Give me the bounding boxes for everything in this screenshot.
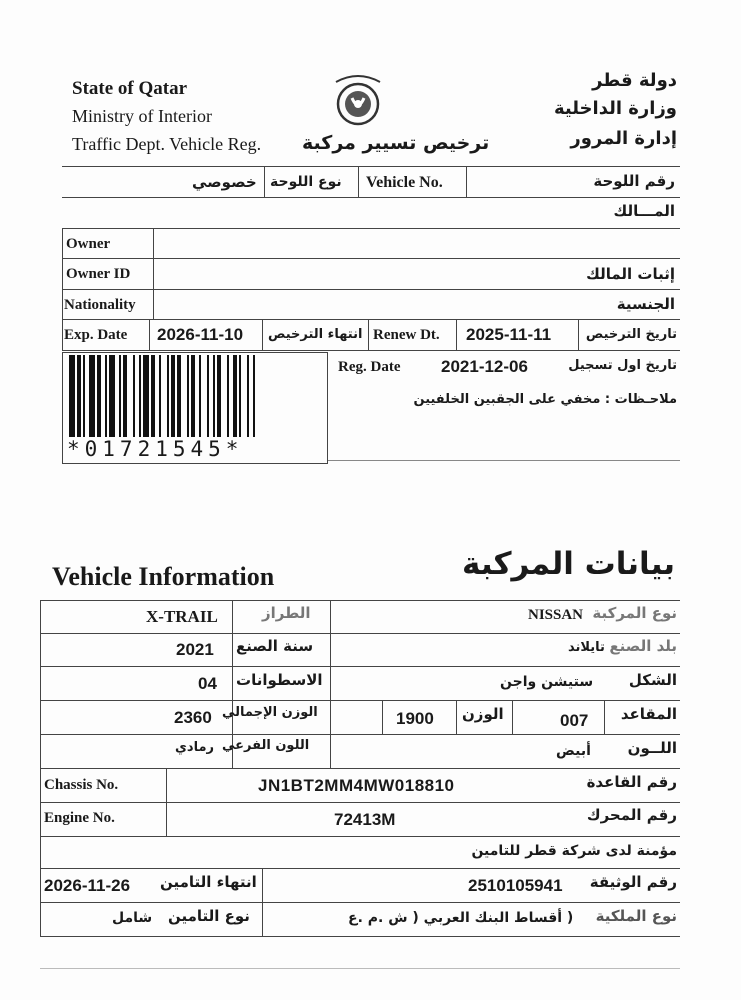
header-en-ministry: Ministry of Interior bbox=[72, 106, 212, 126]
vehicle-info-title: Vehicle Information bbox=[52, 562, 275, 591]
plate-type-label: نوع اللوحة bbox=[270, 174, 342, 190]
chassis-label: Chassis No. bbox=[44, 777, 119, 793]
header-en-state: State of Qatar bbox=[72, 78, 188, 99]
exp-date-label: Exp. Date bbox=[64, 327, 128, 343]
make-value: NISSAN bbox=[528, 607, 584, 623]
header-en-dept: Traffic Dept. Vehicle Reg. bbox=[72, 134, 262, 154]
owner-id-label-ar: إثبات المالك bbox=[586, 265, 675, 283]
ins-type-value: شامل bbox=[112, 910, 153, 926]
year-value: 2021 bbox=[176, 640, 214, 659]
weight-value: 1900 bbox=[396, 709, 434, 728]
ownership-value: ( أقساط البنك العربي ( ش .م .ع bbox=[348, 910, 574, 926]
barcode-box bbox=[62, 352, 328, 464]
renew-label-ar: تاريخ الترخيص bbox=[585, 327, 677, 342]
model-label: الطراز bbox=[262, 604, 311, 622]
seats-value: 007 bbox=[560, 711, 589, 730]
engine-label-ar: رقم المحرك bbox=[586, 806, 677, 824]
header-ar-dept: إدارة المرور bbox=[570, 128, 677, 149]
qatar-emblem-icon bbox=[326, 68, 390, 130]
plate-type-value: خصوصي bbox=[192, 173, 257, 191]
ins-exp-value: 2026-11-26 bbox=[44, 876, 131, 895]
header-ar-title: ترخيص تسيير مركبة bbox=[302, 132, 490, 154]
ins-exp-label: انتهاء التامين bbox=[160, 873, 257, 891]
plate-no-label: رقم اللوحة bbox=[593, 172, 675, 190]
barcode-icon bbox=[69, 355, 331, 437]
model-value: X-TRAIL bbox=[146, 607, 218, 626]
engine-label: Engine No. bbox=[44, 810, 115, 826]
seats-label: المقاعد bbox=[620, 705, 677, 723]
vehicle-no-label: Vehicle No. bbox=[366, 174, 443, 191]
gross-weight-value: 2360 bbox=[174, 708, 212, 727]
exp-date-label-ar: انتهاء الترخيص bbox=[268, 327, 363, 342]
cylinders-label: الاسطوانات bbox=[236, 671, 323, 689]
reg-date-label-ar: تاريخ اول تسجيل bbox=[568, 358, 677, 373]
header-ar-state: دولة قطر bbox=[592, 70, 677, 91]
policy-label: رقم الوثيقة bbox=[589, 873, 677, 891]
exp-date-value: 2026-11-10 bbox=[157, 325, 244, 344]
cylinders-value: 04 bbox=[198, 674, 217, 693]
reg-date-value: 2021-12-06 bbox=[441, 357, 528, 376]
country-value: تايلاند bbox=[568, 640, 605, 655]
engine-value: 72413M bbox=[334, 810, 396, 829]
nationality-label: Nationality bbox=[64, 297, 136, 313]
shape-label: الشكل bbox=[628, 671, 677, 689]
owner-id-label: Owner ID bbox=[66, 266, 131, 282]
header-ar-ministry: وزارة الداخلية bbox=[553, 98, 677, 119]
weight-label: الوزن bbox=[462, 705, 504, 723]
subcolor-value: رمادي bbox=[175, 740, 214, 755]
subcolor-label: اللون الفرعي bbox=[222, 738, 310, 753]
barcode-text: *01721545* bbox=[67, 437, 244, 461]
make-label: نوع المركبة bbox=[592, 604, 677, 622]
shape-value: ستيشن واجن bbox=[500, 674, 594, 690]
remarks: ملاحـظات : مخفي على الجقبين الخلفيين bbox=[413, 392, 677, 407]
ins-type-label: نوع التامين bbox=[168, 907, 250, 925]
renew-value: 2025-11-11 bbox=[466, 325, 552, 344]
renew-label: Renew Dt. bbox=[373, 327, 440, 343]
chassis-value: JN1BT2MM4MW018810 bbox=[258, 776, 455, 795]
ownership-label: نوع الملكية bbox=[595, 907, 677, 925]
reg-date-label: Reg. Date bbox=[338, 359, 401, 375]
country-label: بلد الصنع bbox=[609, 637, 677, 655]
owner-section-label: المـــالك bbox=[613, 202, 675, 220]
nationality-label-ar: الجنسية bbox=[616, 295, 675, 313]
vehicle-info-title-ar: بيانات المركبة bbox=[462, 546, 675, 582]
chassis-label-ar: رقم القاعدة bbox=[586, 773, 677, 791]
gross-weight-label: الوزن الإجمالي bbox=[222, 705, 318, 720]
year-label: سنة الصنع bbox=[236, 637, 314, 655]
color-label: اللــون bbox=[627, 739, 677, 757]
insured-with: مؤمنة لدى شركة قطر للتامين bbox=[471, 843, 677, 859]
policy-value: 2510105941 bbox=[468, 876, 563, 895]
owner-label: Owner bbox=[66, 236, 111, 252]
color-value: أبيض bbox=[556, 743, 591, 759]
